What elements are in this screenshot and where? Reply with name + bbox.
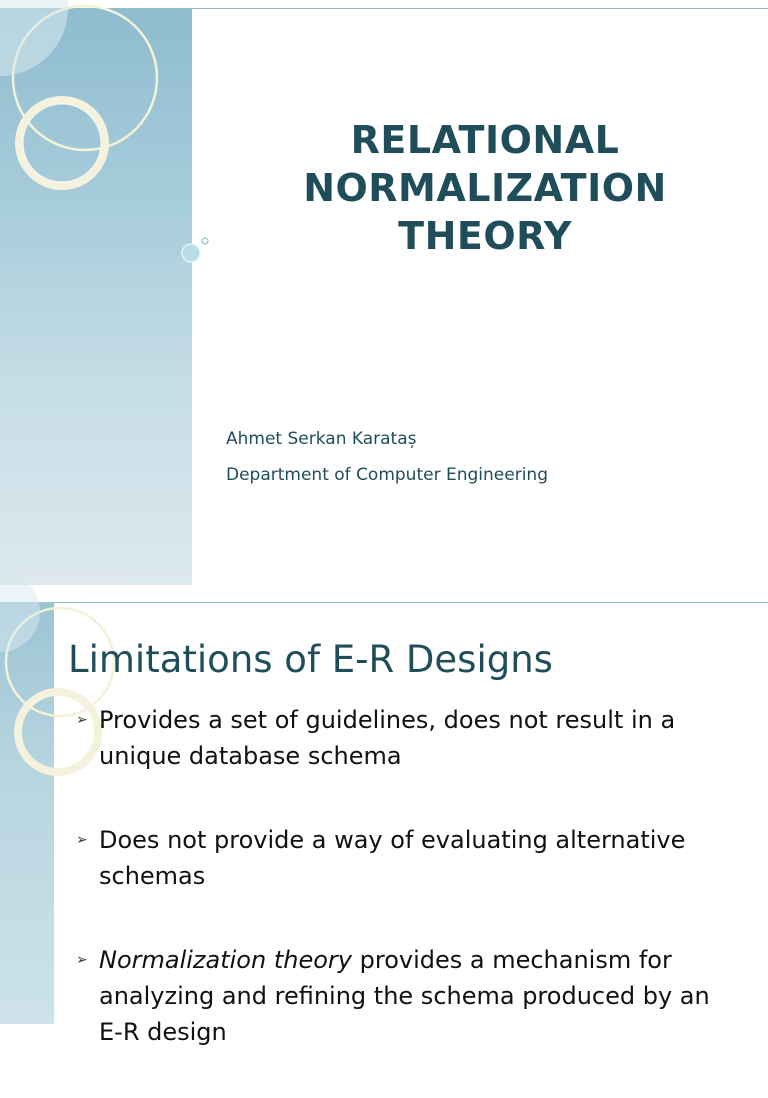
circle-rings-decoration [0,8,220,308]
arrow-right-icon: ➢ [76,832,88,848]
arrow-right-icon: ➢ [76,952,88,968]
title-slide [0,8,768,585]
slide-top-border [0,602,768,603]
bullet-text: Provides a set of guidelines, does not result in a unique database schema [99,706,676,770]
circle-rings-decoration [0,602,60,802]
title-line: THEORY [398,214,572,258]
bullet-italic-term: Normalization theory [99,946,352,974]
bullet-text: provides a mechanism for analyzing and refining the schema produced by an E-R design [99,946,710,1046]
content-slide [0,602,768,1046]
arrow-right-icon: ➢ [76,712,88,728]
title-line: NORMALIZATION [303,166,667,210]
author-name: Ahmet Serkan Karataș [226,429,417,449]
title-line: RELATIONAL [350,118,620,162]
list-item [76,822,736,894]
list-item [76,942,736,1050]
slide-heading: Limitations of E-R Designs [68,638,553,681]
page-title [230,116,740,260]
bullet-text: Does not provide a way of evaluating alternative schemas [99,826,686,890]
bullet-list [76,702,736,1098]
department-name: Department of Computer Engineering [226,465,548,485]
list-item [76,702,736,774]
